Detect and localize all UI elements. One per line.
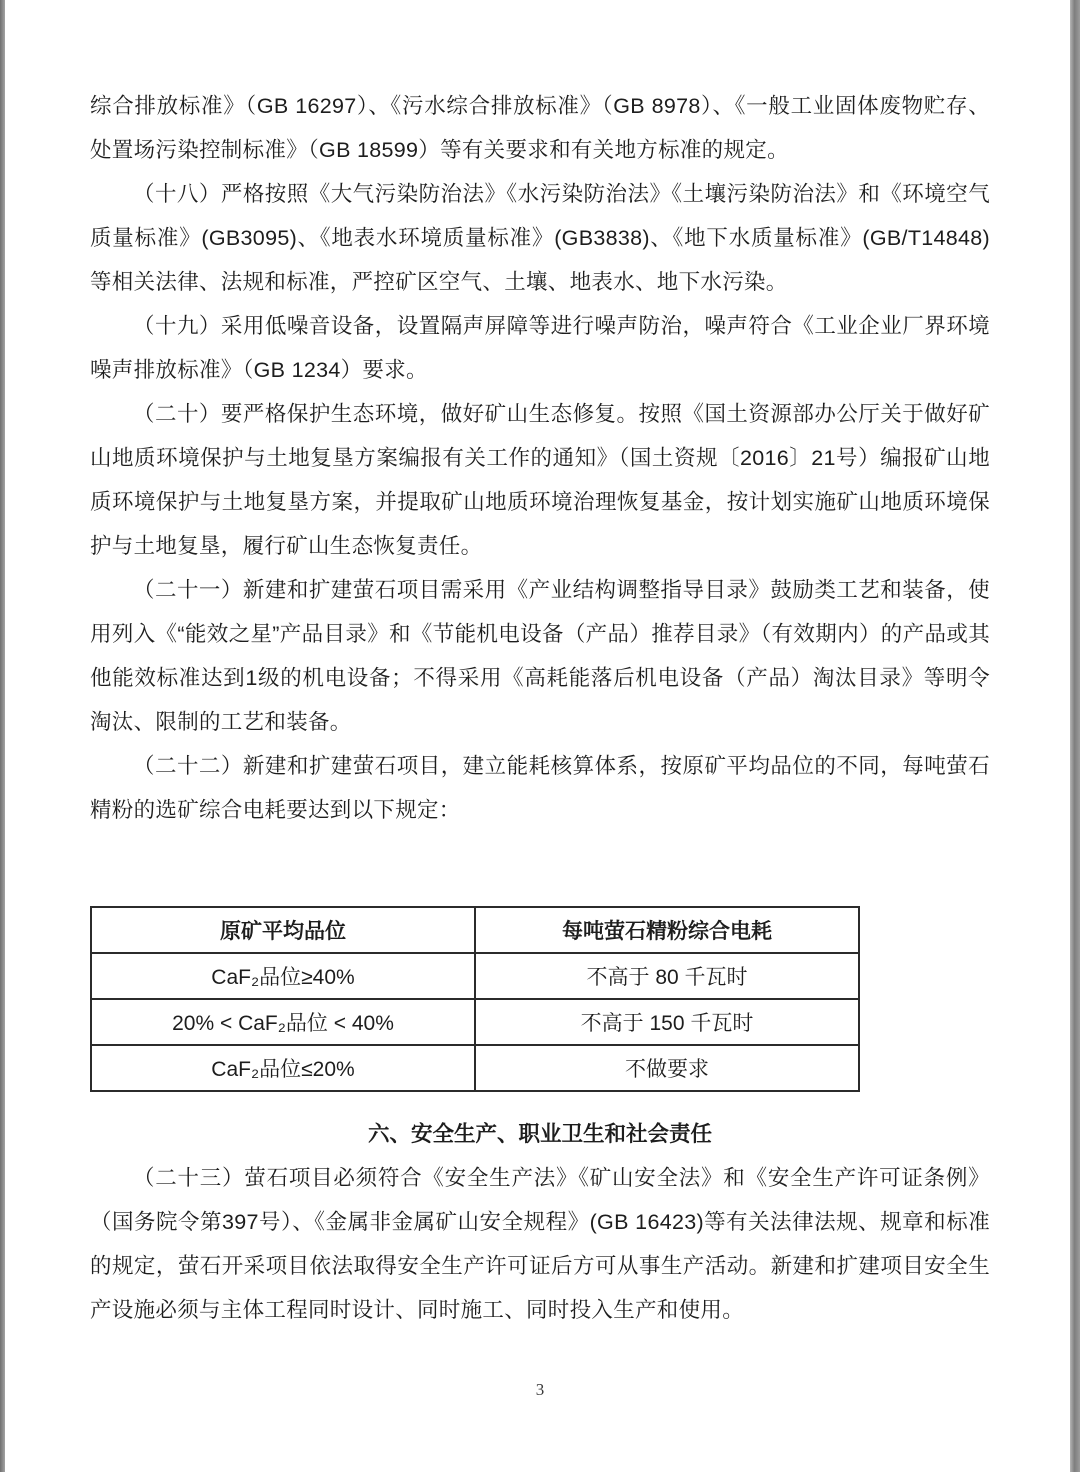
paragraph-23: （二十三）萤石项目必须符合《安全生产法》《矿山安全法》和《安全生产许可证条例》（国务院令第397号）、《金属非金属矿山安全规程》(GB 16423)等有关法律法规、规章和标准的规定，萤石开采项目依法取得安全生产许可证后方可从事生产活动。新建和扩建项目安全生产设施必须与主体工程同时设计、同时施工、同时投入生产和使用。: [90, 1166, 990, 1322]
paragraph-21: （二十一）新建和扩建萤石项目需采用《产业结构调整指导目录》鼓励类工艺和装备，使用列入《“能效之星”产品目录》和《节能机电设备（产品）推荐目录》（有效期内）的产品或其他能效标准达到1级的机电设备；不得采用《高耗能落后机电设备（产品）淘汰目录》等明令淘汰、限制的工艺和装备。: [90, 578, 990, 734]
section-heading-6: 六、安全生产、职业卫生和社会责任: [367, 1122, 712, 1146]
page-left-edge: [0, 0, 5, 1472]
section-six-block: [90, 1112, 990, 1332]
table-cell: 20% < CaF₂品位 < 40%: [91, 999, 475, 1045]
table-cell: CaF₂品位≥40%: [91, 953, 475, 999]
table-cell: 不高于 80 千瓦时: [475, 953, 859, 999]
table-cell: 不高于 150 千瓦时: [475, 999, 859, 1045]
body-text-block: [90, 84, 990, 832]
page-number: 3: [535, 1380, 545, 1399]
table-row: [91, 1045, 859, 1091]
paragraph-17-continuation: 综合排放标准》（GB 16297）、《污水综合排放标准》（GB 8978）、《一般工业固体废物贮存、处置场污染控制标准》（GB 18599）等有关要求和有关地方标准的规定。: [90, 94, 990, 162]
table-block: [90, 906, 860, 1092]
table-cell: CaF₂品位≤20%: [91, 1045, 475, 1091]
paragraph-18: （十八）严格按照《大气污染防治法》《水污染防治法》《土壤污染防治法》和《环境空气质量标准》(GB3095)、《地表水环境质量标准》(GB3838)、《地下水质量标准》(GB/T14848)等相关法律、法规和标准，严控矿区空气、土壤、地表水、地下水污染。: [90, 182, 990, 294]
table-header-cell-consumption: 每吨萤石精粉综合电耗: [475, 907, 859, 953]
page-right-edge: [1070, 0, 1080, 1472]
paragraph-20: （二十）要严格保护生态环境，做好矿山生态修复。按照《国土资源部办公厅关于做好矿山地质环境保护与土地复垦方案编报有关工作的通知》（国土资规〔2016〕21号）编报矿山地质环境保护与土地复垦方案，并提取矿山地质环境治理恢复基金，按计划实施矿山地质环境保护与土地复垦，履行矿山生态恢复责任。: [90, 402, 990, 558]
table-header-cell-grade: 原矿平均品位: [91, 907, 475, 953]
table-row: [91, 953, 859, 999]
table-row: [91, 999, 859, 1045]
table-cell: 不做要求: [475, 1045, 859, 1091]
paragraph-19: （十九）采用低噪音设备，设置隔声屏障等进行噪声防治，噪声符合《工业企业厂界环境噪声排放标准》（GB 1234）要求。: [90, 314, 990, 382]
paragraph-22: （二十二）新建和扩建萤石项目，建立能耗核算体系，按原矿平均品位的不同，每吨萤石精粉的选矿综合电耗要达到以下规定：: [90, 754, 990, 822]
grade-electricity-table: [90, 906, 860, 1092]
table-header-row: [91, 907, 859, 953]
